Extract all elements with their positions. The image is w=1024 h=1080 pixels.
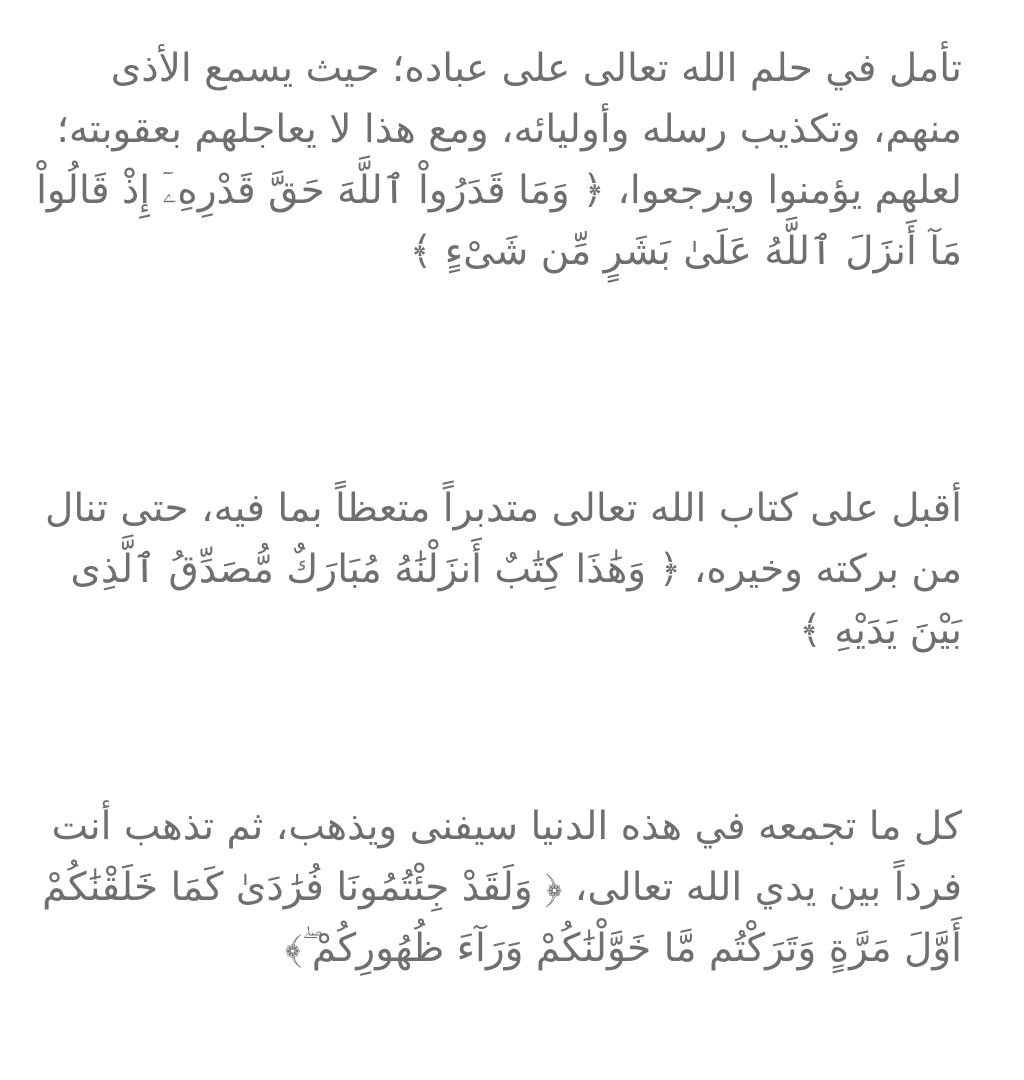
quran-verse: ﴿ وَمَا قَدَرُواْ ٱللَّهَ حَقَّ قَدْرِهِۦٓ إِذْ قَالُواْ مَآ أَنزَلَ ٱللَّهُ عَلَىٰ بَشَرٍ مِّن شَىْءٍ ﴾ (36, 168, 962, 274)
paragraph-text: تأمل في حلم الله تعالى على عباده؛ حيث يسمع الأذى منهم، وتكذيب رسله وأوليائه، ومع هذا لا يعاجلهم بعقوبته؛ لعلهم يؤمنوا ويرجعوا، (56, 46, 962, 213)
paragraph-hilm (30, 38, 962, 282)
paragraph-text: كل ما تجمعه في هذه الدنيا سيفنى ويذهب، ثم تذهب أنت فرداً بين يدي الله تعالى، (51, 804, 962, 910)
paragraph-dunya (30, 796, 962, 979)
quran-verse: ﴿ وَلَقَدْ جِئْتُمُونَا فُرَٰدَىٰ كَمَا خَلَقْنَٰكُمْ أَوَّلَ مَرَّةٍ وَتَرَكْتُم مَّا خَوَّلْنَٰكُمْ وَرَآءَ ظُهُورِكُمْ ۖ﴾ (42, 865, 962, 971)
paragraph-text: أقبل على كتاب الله تعالى متدبراً متعظاً بما فيه، حتى تنال من بركته وخيره، (45, 486, 962, 592)
quran-verse: ﴿ وَهَٰذَا كِتَٰبٌ أَنزَلْنَٰهُ مُبَارَكٌ مُّصَدِّقُ ٱلَّذِى بَيْنَ يَدَيْهِ ﴾ (70, 547, 962, 653)
paragraph-kitab (30, 478, 962, 661)
